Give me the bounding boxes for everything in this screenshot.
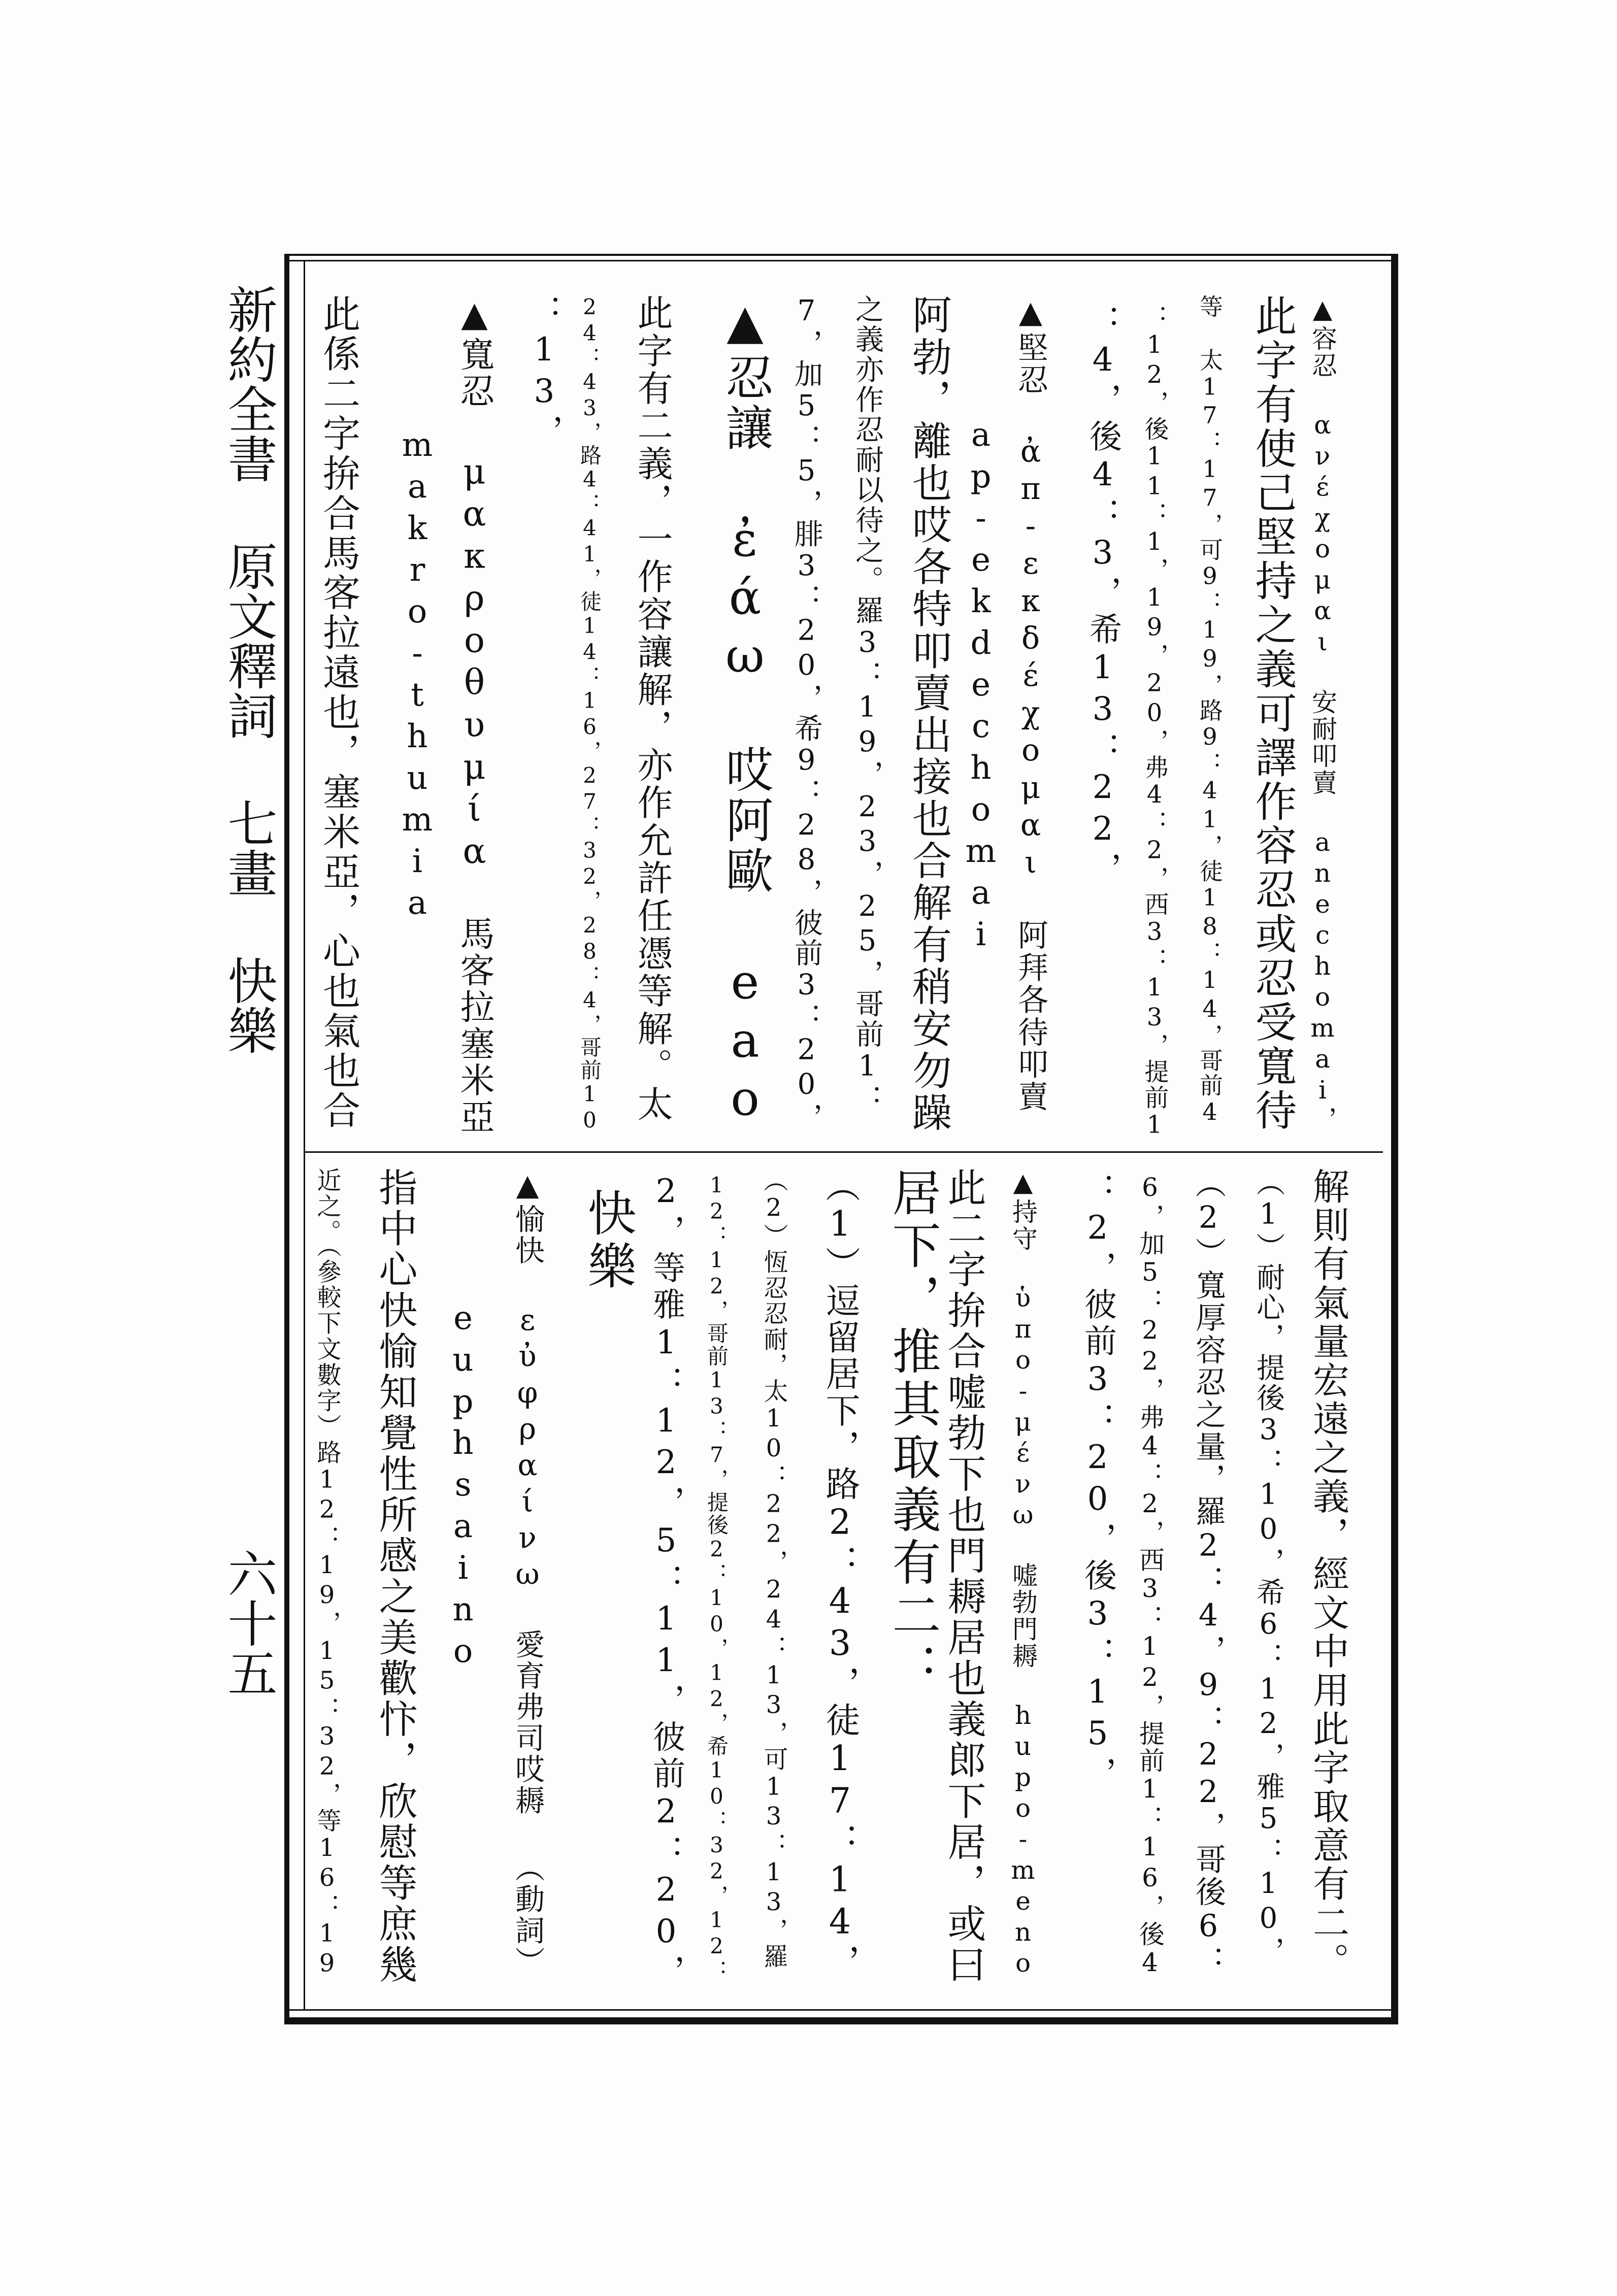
frame-rule-top	[284, 260, 1393, 261]
entry-jianren-heading: ▲堅忍 ἀπ-εκδέχομαι 阿拜各待叩賣	[1013, 294, 1048, 1113]
entry-yukuai-heading: ▲愉快 εὐφραίνω 愛育弗司哎耨 （動詞）	[510, 1168, 545, 1978]
text-column: 此係二字拚合馬客拉遠也，塞米亞，心也氣也合	[317, 294, 360, 1131]
text-column: 解則有氣量宏遠之義，經文中用此字取意有二。	[1307, 1168, 1349, 1981]
reference-column: 12：12，哥前13：7，提後2：10，12，希10：32，12：	[704, 1173, 729, 1983]
reference-column: ：2，彼前3：20，後3：15，	[1079, 1173, 1116, 1793]
text-column: 居下，推其取義有二：	[884, 1168, 941, 1695]
text-column: 之義亦作忍耐以待之。羅3：19，23，25，哥前1：	[851, 294, 884, 1115]
running-title: 新約全書 原文釋詞 七畫 快樂	[219, 284, 277, 1055]
reference-column: 7，加5：5，腓3：20，希9：28，彼前3：20，	[790, 294, 823, 1133]
reference-column: ：4，後4：3，希13：22，	[1084, 305, 1121, 888]
reference-column: 等 太17：17，可9：19，路9：41，徒18：14，哥前4	[1196, 294, 1224, 1127]
reference-column: 24：43，路4：41，徒14：16，27：32，28：4，哥前10	[577, 294, 602, 1134]
romanization: makro-thumia	[399, 426, 436, 926]
text-column: 此二字拚合嘘勃下也門耨居也義郎下居，或曰	[941, 1168, 986, 1986]
frame-rule-left	[304, 260, 305, 2009]
text-column: 近之。（參較下文數字）路12：19，15：32，等16：19	[313, 1168, 341, 1979]
entry-kuanren-heading: ▲寬忍 μακροθυμία 馬客拉塞米亞	[454, 294, 494, 1136]
entry-renrang-heading: ▲忍讓 ἐάω 哎阿歐 eao	[717, 294, 773, 1129]
reference-column: 6，加5：22，弗4：2，西3：12，提前1：16，後4	[1135, 1173, 1165, 1979]
text-column: 指中心快愉知覺性所感之美歡忭，欣慰等庶幾	[373, 1168, 418, 1986]
romanization: ap-ekdechomai	[962, 416, 1000, 957]
reference-column: 2，等雅1：12，5：11，彼前2：20，	[647, 1173, 685, 1991]
text-column: 阿勃，離也哎各特叩賣出接也合解有稍安勿躁	[906, 294, 951, 1134]
section-divider	[304, 1151, 1383, 1153]
page-number: 六十五	[219, 1548, 277, 1698]
frame-rule-bottom	[284, 2009, 1393, 2011]
reference-column: ：12，後11：1，19，20，弗4：2，西3：13，提前1	[1140, 305, 1169, 1141]
text-column: （2）恆忍忍耐，太10：22，24：13，可13：13，羅	[760, 1168, 788, 1970]
romanization: euphsaino	[444, 1300, 482, 1674]
text-column: 此字有二義，一作容讓解，亦作允許任憑等解。太	[632, 294, 673, 1123]
entry-chishou-heading: ▲持守 ὑπο-μένω 嘘勃門耨 hupo-meno	[1008, 1168, 1038, 1979]
entry-rongren-heading: ▲容忍 ανέχομαι 安耐叩賣 anechomai，	[1308, 294, 1337, 1133]
reference-column: ：13，	[525, 294, 563, 451]
text-column: （1）耐心，提後3：10，希6：12，雅5：10，	[1252, 1168, 1285, 1967]
section-heading-kuaile: 快樂	[580, 1188, 637, 1293]
text-column: （2）寬厚容忍之量，羅2：4，9：22，哥後6：	[1191, 1168, 1226, 1978]
text-column: （1）逗留居下，路2：43，徒17：14，	[820, 1168, 860, 1981]
text-column: 此字有使己堅持之義可譯作容忍或忍受寬待	[1248, 294, 1297, 1133]
